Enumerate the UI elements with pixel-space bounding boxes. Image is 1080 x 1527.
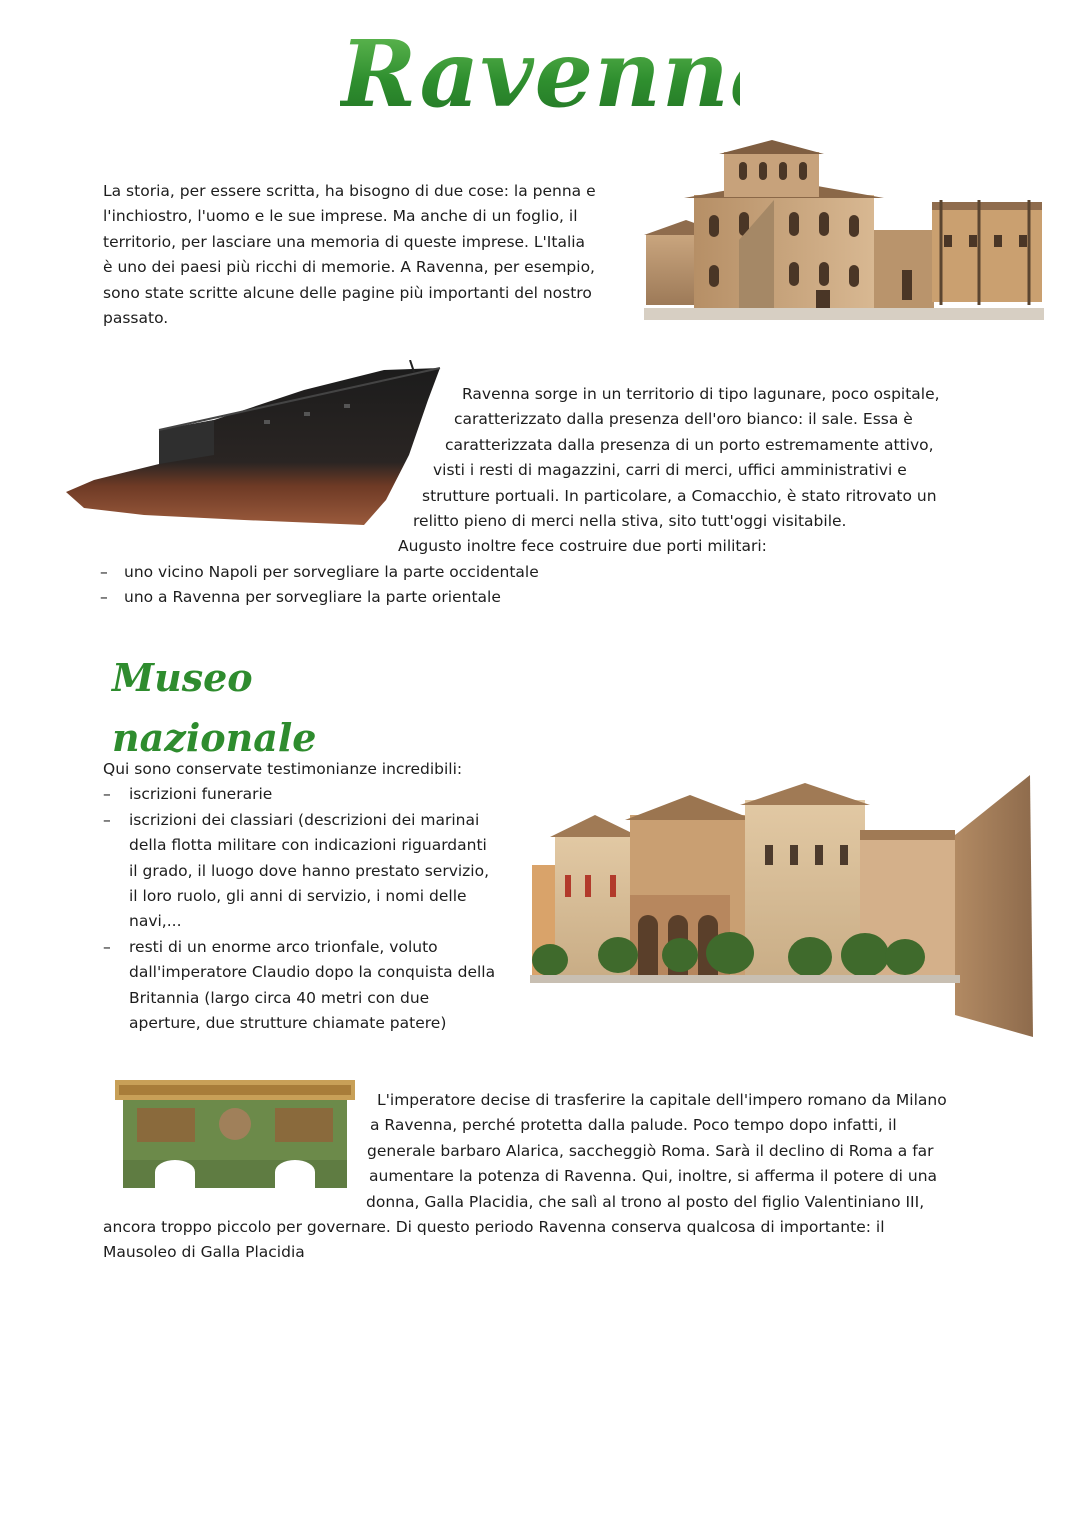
list-item: – uno vicino Napoli per sorvegliare la parte occidentale [100, 560, 800, 585]
intro-line: La storia, per essere scritta, ha bisogno di due cose: la penna e [103, 182, 596, 200]
museum-list [103, 782, 533, 1036]
museum-building-image [530, 775, 1035, 1037]
list-item: – iscrizioni dei classiari (descrizioni dei marinai della flotta militare con indicazioni riguardanti il grado, il luogo dove hanno prestato servizio, il loro ruolo, gli anni di servizio, i nomi delle navi,... [103, 808, 533, 935]
port-line: Augusto inoltre fece costruire due porti militari: [398, 537, 767, 556]
capital-line: generale barbaro Alarica, saccheggiò Roma. Sarà il declino di Roma a far [367, 1141, 934, 1160]
capital-line: aumentare la potenza di Ravenna. Qui, inoltre, si afferma il potere di una [369, 1167, 938, 1186]
port-line: strutture portuali. In particolare, a Comacchio, è stato ritrovato un [422, 486, 937, 505]
intro-line: l'inchiostro, l'uomo e le sue imprese. Ma anche di un foglio, il [103, 207, 578, 226]
intro-line: è uno dei paesi più ricchi di memorie. A Ravenna, per esempio, [103, 258, 595, 277]
section-title-museo: Museo nazionale [112, 655, 317, 760]
port-line: visti i resti di magazzini, carri di merci, uffici amministrativi e [433, 461, 907, 480]
ports-list [100, 560, 800, 611]
intro-line: passato. [103, 308, 169, 327]
list-item: – uno a Ravenna per sorvegliare la parte orientale [100, 585, 800, 610]
port-line: relitto pieno di merci nella stiva, sito tutt'oggi visitabile. [413, 512, 847, 530]
intro-paragraph [103, 179, 643, 331]
port-line: Ravenna sorge in un territorio di tipo lagunare, poco ospitale, [462, 385, 940, 403]
page-title: Ravenna [340, 14, 740, 134]
intro-line: sono state scritte alcune delle pagine più importanti del nostro [103, 283, 592, 302]
intro-line: territorio, per lasciare una memoria di queste imprese. L'Italia [103, 232, 586, 251]
capital-paragraph [0, 1088, 1080, 1268]
basilica-image [644, 140, 1044, 340]
list-item: – resti di un enorme arco trionfale, voluto dall'imperatore Claudio dopo la conquista della Britannia (largo circa 40 metri con due aperture, due strutture chiamate patere) [103, 935, 533, 1037]
list-item: – iscrizioni funerarie [103, 782, 533, 807]
museum-section [103, 757, 533, 1036]
port-line: caratterizzata dalla presenza di un porto estremamente attivo, [445, 435, 934, 454]
port-paragraph [0, 382, 1080, 562]
museum-intro: Qui sono conservate testimonianze incredibili: [103, 760, 463, 778]
capital-line: Mausoleo di Galla Placidia [103, 1243, 305, 1262]
capital-line: donna, Galla Placidia, che salì al trono al posto del figlio Valentiniano III, [366, 1192, 925, 1211]
capital-line: L'imperatore decise di trasferire la capitale dell'impero romano da Milano [377, 1091, 947, 1109]
capital-line: a Ravenna, perché protetta dalla palude. Poco tempo dopo infatti, il [370, 1116, 897, 1135]
port-line: caratterizzato dalla presenza dell'oro bianco: il sale. Essa è [454, 410, 913, 429]
capital-line: ancora troppo piccolo per governare. Di questo periodo Ravenna conserva qualcosa di importante: il [103, 1218, 885, 1236]
